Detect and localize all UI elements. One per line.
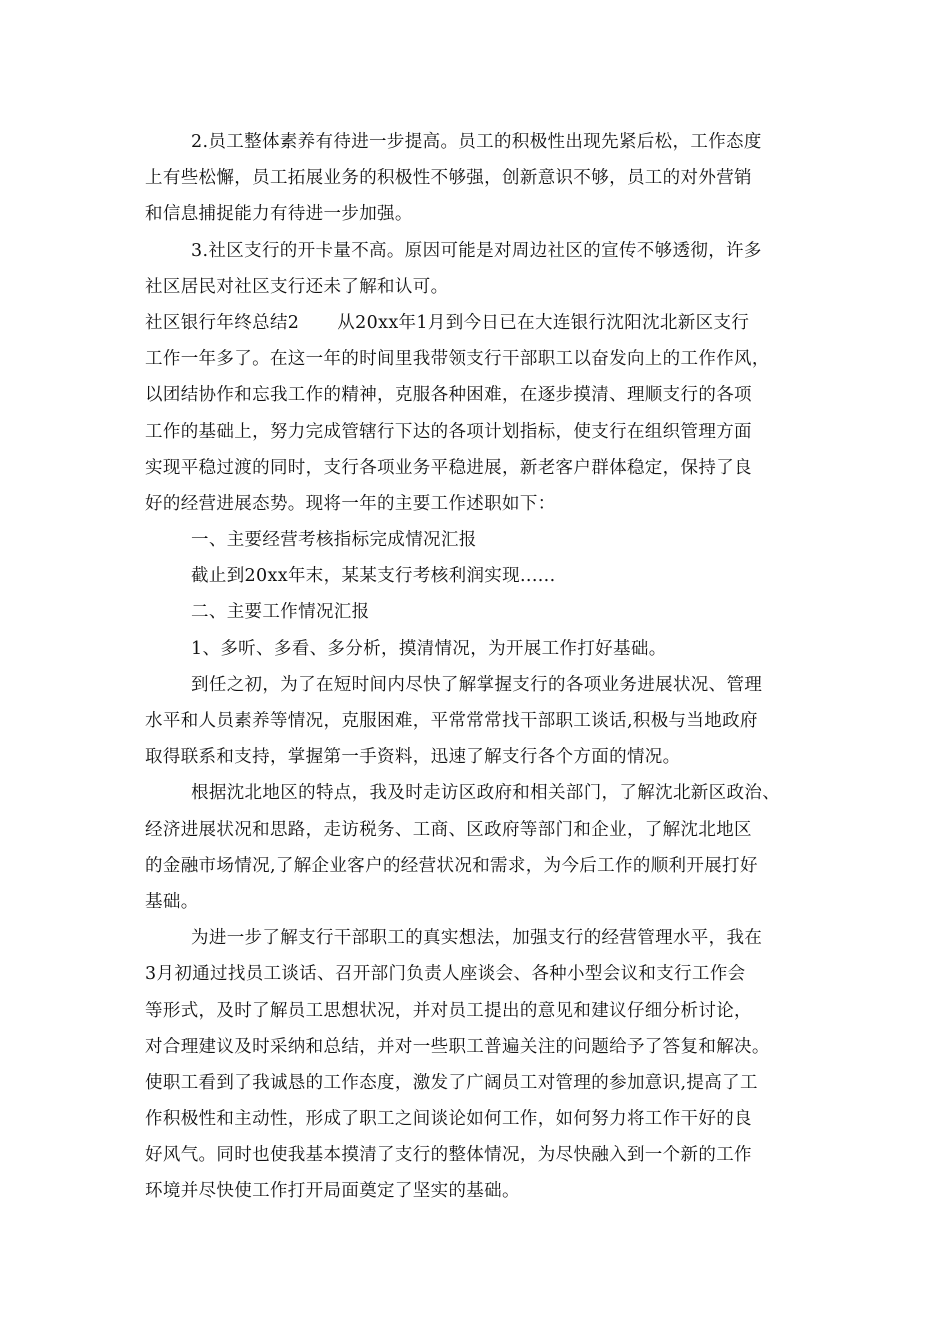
subheading-line: 二、主要工作情况汇报 — [191, 602, 370, 623]
paragraph-line: 对合理建议及时采纳和总结，并对一些职工普遍关注的问题给予了答复和解决。 — [145, 1036, 770, 1057]
paragraph-line: 取得联系和支持，掌握第一手资料，迅速了解支行各个方面的情况。 — [145, 747, 681, 768]
paragraph-line: 1、多听、多看、多分析，摸清情况，为开展工作打好基础。 — [191, 638, 667, 659]
paragraph-line: 工作一年多了。在这一年的时间里我带领支行干部职工以奋发向上的工作作风， — [145, 349, 770, 370]
document-page — [145, 124, 825, 1210]
paragraph-line: 实现平稳过渡的同时，支行各项业务平稳进展，新老客户群体稳定，保持了良 — [145, 457, 752, 478]
paragraph-line: 到任之初，为了在短时间内尽快了解掌握支行的各项业务进展状况、管理 — [191, 674, 763, 695]
paragraph-line: 和信息捕捉能力有待进一步加强。 — [145, 204, 413, 225]
paragraph-line: 上有些松懈，员工拓展业务的积极性不够强，创新意识不够，员工的对外营销 — [145, 168, 752, 189]
paragraph-line: 水平和人员素养等情况，克服困难，平常常常找干部职工谈话,积极与当地政府 — [145, 711, 758, 731]
paragraph-line: 经济进展状况和思路，走访税务、工商、区政府等部门和企业，了解沈北地区 — [145, 819, 752, 840]
paragraph-line: 3.社区支行的开卡量不高。原因可能是对周边社区的宣传不够透彻，许多 — [191, 240, 762, 261]
paragraph-line: 等形式，及时了解员工思想状况，并对员工提出的意见和建议仔细分析讨论， — [145, 1000, 752, 1021]
section-first-line: 从20xx年1月到今日已在大连银行沈阳沈北新区支行 — [337, 312, 750, 333]
paragraph-line: 作积极性和主动性，形成了职工之间谈论如何工作，如何努力将工作干好的良 — [145, 1109, 752, 1130]
paragraph-line: 好的经营进展态势。现将一年的主要工作述职如下： — [145, 493, 556, 514]
paragraph-line: 社区居民对社区支行还未了解和认可。 — [145, 276, 449, 297]
section-heading-line — [145, 305, 825, 341]
paragraph-line: 工作的基础上，努力完成管辖行下达的各项计划指标，使支行在组织管理方面 — [145, 421, 752, 442]
paragraph-line: 为进一步了解支行干部职工的真实想法，加强支行的经营管理水平，我在 — [191, 928, 763, 949]
paragraph-line: 根据沈北地区的特点，我及时走访区政府和相关部门，了解沈北新区政治、 — [191, 783, 781, 804]
paragraph-line: 以团结协作和忘我工作的精神，克服各种困难，在逐步摸清、理顺支行的各项 — [145, 385, 752, 406]
section-title: 社区银行年终总结2 — [145, 312, 300, 333]
paragraph-line: 的金融市场情况,了解企业客户的经营状况和需求，为今后工作的顺利开展打好 — [145, 855, 758, 876]
paragraph-line: 环境并尽快使工作打开局面奠定了坚实的基础。 — [145, 1181, 520, 1202]
paragraph-line: 基础。 — [145, 891, 199, 912]
paragraph-line: 使职工看到了我诚恳的工作态度，激发了广阔员工对管理的参加意识,提高了工 — [145, 1072, 758, 1093]
paragraph-line: 3月初通过找员工谈话、召开部门负责人座谈会、各种小型会议和支行工作会 — [145, 964, 746, 985]
paragraph-line: 2.员工整体素养有待进一步提高。员工的积极性出现先紧后松，工作态度 — [191, 132, 762, 152]
paragraph-line: 好风气。同时也使我基本摸清了支行的整体情况，为尽快融入到一个新的工作 — [145, 1145, 752, 1166]
subheading-line: 一、主要经营考核指标完成情况汇报 — [191, 530, 477, 551]
paragraph-line: 截止到20xx年末，某某支行考核利润实现...... — [191, 566, 556, 587]
